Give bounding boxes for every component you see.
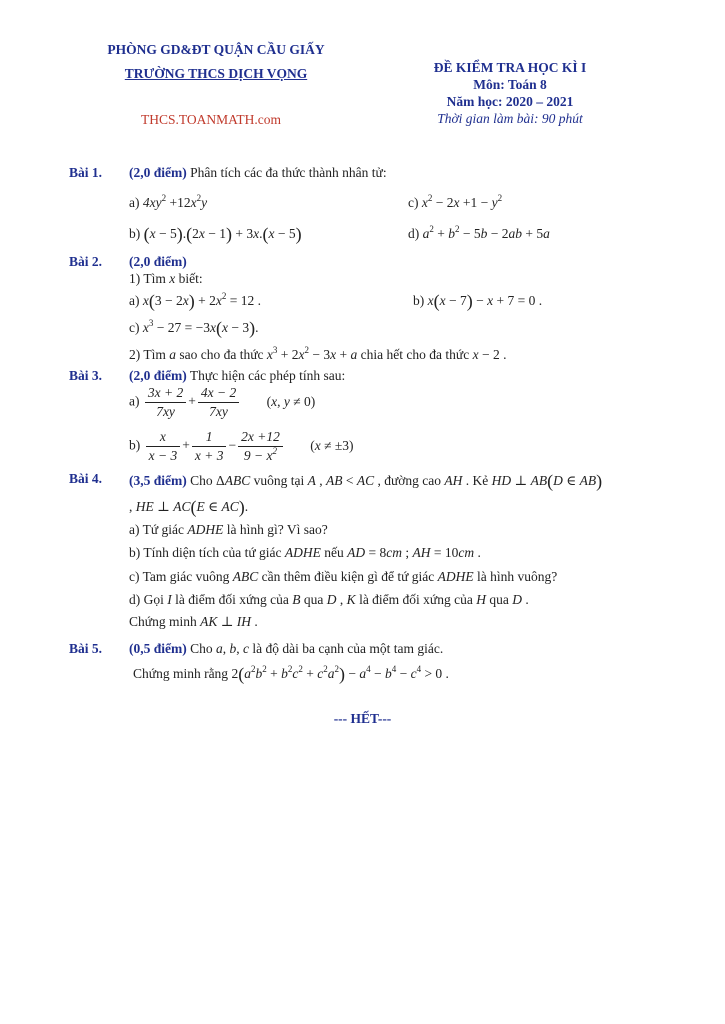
bai5-label: Bài 5. (69, 641, 103, 656)
bai4-b: b) Tính diện tích của tứ giác ADHE nếu AD = 8cm ; AH = 10cm . (129, 545, 481, 560)
school-name: TRƯỜNG THCS DỊCH VỌNG (124, 66, 308, 81)
bai3-prompt: (2,0 điểm) Thực hiện các phép tính sau: (129, 368, 346, 383)
exam-time: Thời gian làm bài: 90 phút (437, 111, 583, 126)
bai3-b: b) $\frac{x}{x - 3}$ + $\frac{1}{x + 3}$ − $\frac{2x +12}{9 - x^2}$ (x ≠ ±3) (129, 429, 354, 463)
bai2-points: (2,0 điểm) (129, 254, 187, 269)
bai1-c: c) $x^2 - 2x +1 - y^2$ (408, 193, 503, 210)
website-label: THCS.TOANMATH.com (141, 112, 282, 127)
bai1-d: d) $a^2 + b^2 - 5b - 2ab + 5a$ (408, 224, 550, 241)
bai2-part2: 2) Tìm a sao cho đa thức $x^3 + 2x^2 - 3x + a$ chia hết cho đa thức x − 2 . (129, 345, 507, 362)
bai4-line1: (3,5 điểm) Cho ΔABC vuông tại A , AB < AC , đường cao AH . Kẻ HD ⊥ AB(D ∈ AB) (129, 471, 603, 491)
bai3-label: Bài 3. (69, 368, 103, 383)
bai4-label: Bài 4. (69, 471, 103, 486)
bai2-label: Bài 2. (69, 254, 103, 269)
bai2-b: b) x(x − 7) − x + 7 = 0 . (413, 291, 543, 311)
bai2-c: c) $x^3 - 27 = -3x(x - 3)$. (129, 318, 259, 338)
bai5-line2: Chứng minh rằng $2(a^2b^2 + b^2c^2 + c^2a^2) - a^4 - b^4 - c^4 > 0$ . (133, 664, 449, 684)
bai1-a: a) $4xy^2 +12x^2y$ (129, 193, 208, 210)
bai5-line1: (0,5 điểm) Cho a, b, c là độ dài ba cạnh của một tam giác. (129, 641, 444, 656)
bai4-d2: Chứng minh AK ⊥ IH . (129, 614, 258, 629)
bai1-label: Bài 1. (69, 165, 103, 180)
end-marker: --- HẾT--- (333, 711, 392, 726)
exam-year: Năm học: 2020 – 2021 (446, 94, 574, 109)
exam-subject: Môn: Toán 8 (473, 77, 547, 92)
bai1-prompt: (2,0 điểm) Phân tích các đa thức thành nhân tử: (129, 165, 387, 180)
department-name: PHÒNG GD&ĐT QUẬN CẦU GIẤY (107, 42, 325, 57)
exam-title: ĐỀ KIỂM TRA HỌC KÌ I (433, 60, 587, 75)
bai3-a: a) $\frac{3x + 2}{7xy}$ + $\frac{4x - 2}{7xy}$ (x, y ≠ 0) (129, 385, 316, 419)
bai4-line2: , HE ⊥ AC(E ∈ AC). (129, 497, 249, 517)
bai1-b: b) (x − 5).(2x − 1) + 3x.(x − 5) (129, 224, 302, 244)
bai4-d: d) Gọi I là điểm đối xứng của B qua D , K là điểm đối xứng của H qua D . (129, 592, 529, 607)
bai2-part1: 1) Tìm x biết: (129, 271, 203, 286)
bai4-a: a) Tứ giác ADHE là hình gì? Vì sao? (129, 522, 328, 537)
bai2-a: a) $x(3 - 2x) + 2x^2 = 12$ . (129, 291, 261, 311)
bai4-c: c) Tam giác vuông ABC cần thêm điều kiện gì để tứ giác ADHE là hình vuông? (129, 569, 558, 584)
